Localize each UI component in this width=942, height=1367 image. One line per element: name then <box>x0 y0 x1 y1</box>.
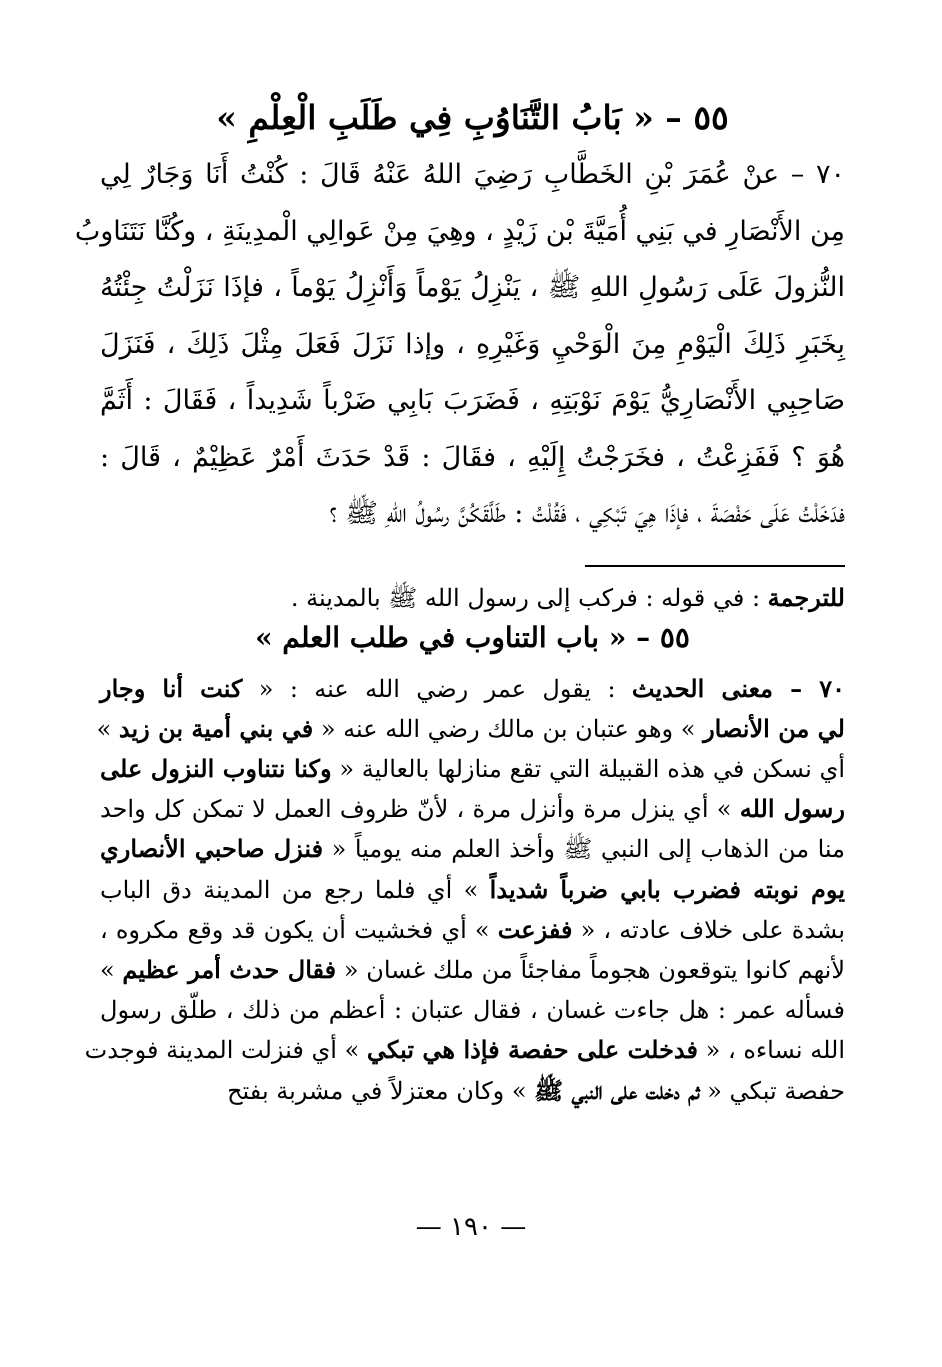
commentary-run: بشدة على خلاف عادته ، « <box>572 915 846 944</box>
commentary-line <box>96 709 845 749</box>
commentary-run: » أي فلما رجع من المدينة دق الباب <box>100 875 490 904</box>
hadith-line: بِخَبَرِ ذَلِكَ الْيَوْمِ مِنَ الْوَحْيِ وَغَيْرِهِ ، وإذا نَزَلَ فَعَلَ مِثْلَ ذَلِكَ ، فَنَزَلَ <box>100 328 845 360</box>
commentary-run: فسأله عمر : هل جاءت غسان ، فقال عتبان : أعظم من ذلك ، طلّق رسول <box>100 996 845 1025</box>
commentary-line <box>84 1030 845 1070</box>
chapter-heading: ٥٥ – « بَابُ التَّنَاوُبِ فِي طَلَبِ الْعِلْمِ » <box>216 98 729 137</box>
commentary-line <box>100 990 845 1030</box>
book-page <box>74 95 846 1111</box>
commentary-quote: فدخلت على حفصة فإذا هي تبكي <box>366 1035 698 1065</box>
commentary-line <box>100 910 845 950</box>
hadith-line: هُوَ ؟ فَفَزِعْتُ ، فخَرَجْتُ إِلَيْهِ ، فقَالَ : قَدْ حَدَثَ أَمْرٌ عَظِيْمٌ ، قَالَ : <box>100 441 845 473</box>
commentary-run: : يقول عمر رضي الله عنه : « <box>242 674 632 703</box>
hadith-line: صَاحِبِي الأَنْصَارِيُّ يَوْمَ نَوْبَتِهِ ، فَضَرَبَ بَابِي ضَرْباً شَدِيداً ، فَقَالَ : أَثَمَّ <box>100 385 845 416</box>
commentary-run: أي نسكن في هذه القبيلة التي تقع منازلها بالعالية « <box>331 754 845 783</box>
hadith-line: فدَخَلْتُ عَلَى حَفْصَةَ ، فإذَا هِيَ تَبْكِي ، فَقُلْتُ : طَلَّقَكُنَّ رسُولُ اللهِ ﷺ ؟ <box>329 498 845 529</box>
commentary-line <box>100 829 845 869</box>
commentary-quote: كنت أنا وجار <box>100 673 243 703</box>
hadith-line: النُّزولَ عَلَى رَسُولِ اللهِ ﷺ ، يَنْزِلُ يَوْماً وَأَنْزِلُ يَوْماً ، فإذَا نَزَلْتُ جِئْتُهُ <box>100 272 845 303</box>
commentary-quote: يوم نوبته فضرب بابي ضرباً شديداً <box>489 874 845 904</box>
commentary-run: منا من الذهاب إلى النبي ﷺ وأخذ العلم منه يومياً « <box>323 835 846 864</box>
commentary-line <box>100 950 845 990</box>
commentary-run: » وكان معتزلاً في مشربة بفتح <box>227 1076 535 1105</box>
commentary-run: » <box>96 714 119 743</box>
commentary-line <box>100 789 845 829</box>
commentary-quote: رسول الله <box>739 794 846 824</box>
commentary-run: لأنهم كانوا يتوقعون هجوماً مفاجئاً من ملك غسان « <box>336 955 846 984</box>
commentary-quote: وكنا نتناوب النزول على <box>100 753 332 783</box>
hadith-line: مِن الأَنْصَارِ في بَنِي أُمَيَّةَ بْن زَيْدٍ ، وهِيَ مِنْ عَوالِي الْمدِينَةِ ، وكُنَّا نَتَنَاوبُ <box>74 215 845 247</box>
commentary-run: » <box>100 955 123 984</box>
commentary-quote: ففزعت <box>497 914 573 944</box>
translation-label: للترجمة <box>767 582 845 612</box>
page-number: — ١٩٠ — <box>415 1212 527 1242</box>
commentary-run: » أي ينزل مرة وأنزل مرة ، لأنّ ظروف العمل لا تمكن كل واحد <box>100 795 740 824</box>
commentary-run: » أي فخشيت أن يكون قد وقع مكروه ، <box>100 915 498 944</box>
translation-note <box>100 579 845 617</box>
commentary-quote: ثم دخلت على النبي ﷺ <box>534 1075 700 1105</box>
hadith-line: ٧٠ – عنْ عُمَرَ بْنِ الخَطَّابِ رَضِيَ اللهُ عَنْهُ قَالَ : كُنْتُ أَنَا وَجَارٌ لِي <box>100 159 845 190</box>
commentary-line <box>100 749 845 789</box>
commentary-run: » وهو عتبان بن مالك رضي الله عنه « <box>313 714 704 743</box>
commentary-quote: لي من الأنصار <box>703 713 845 743</box>
commentary-run: حفصة تبكي « <box>699 1076 845 1105</box>
translation-text: : في قوله : فركب إلى رسول الله ﷺ بالمدينة . <box>290 583 768 612</box>
hadith-text <box>74 147 845 543</box>
commentary-run: الله نساءه ، « <box>698 1036 845 1065</box>
footnote-separator <box>585 565 845 567</box>
commentary-quote: فقال حدث أمر عظيم <box>122 954 337 984</box>
commentary-line <box>100 669 845 709</box>
commentary-line <box>100 1071 845 1111</box>
commentary-quote: فنزل صاحبي الأنصاري <box>100 834 324 864</box>
commentary-quote: في بني أمية بن زيد <box>118 713 314 743</box>
commentary-quote: ٧٠ – معنى الحديث <box>631 673 845 703</box>
commentary-run: » أي فنزلت المدينة فوجدت <box>84 1036 367 1065</box>
commentary-text <box>84 669 846 1111</box>
commentary-line <box>100 870 845 910</box>
section-heading: ٥٥ – « باب التناوب في طلب العلم » <box>255 620 690 654</box>
